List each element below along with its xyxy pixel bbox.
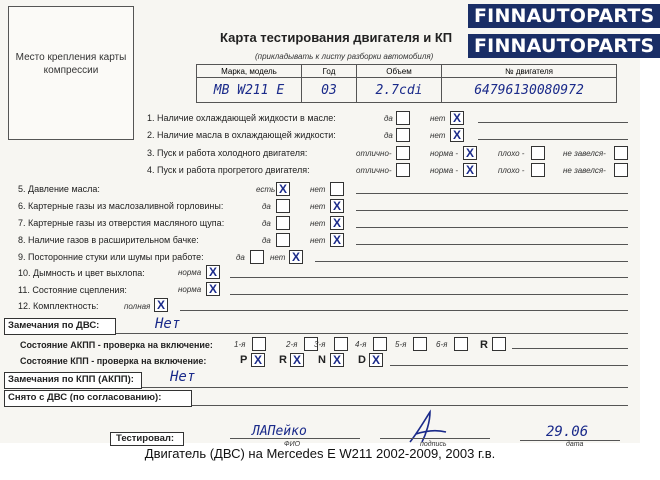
q11-norm-label: норма (178, 285, 202, 294)
q4-notstart-label: не завелся- (563, 166, 606, 175)
vehicle-table (196, 64, 617, 103)
q10-label: 10. Дымность и цвет выхлопа: (18, 268, 145, 278)
form-title: Карта тестирования двигателя и КП (220, 30, 453, 45)
q3-normal-label: норма - (430, 149, 459, 158)
akpp-gear-1-box[interactable] (252, 337, 266, 351)
q7-no-mark: X (332, 216, 341, 230)
q4-bad-box[interactable] (531, 163, 545, 177)
akpp-gear-5-box[interactable] (413, 337, 427, 351)
q2-line (478, 139, 628, 140)
q4-normal-label: норма - (430, 166, 459, 175)
kpp-remarks-line (142, 387, 628, 388)
q11-label: 11. Состояние сцепления: (18, 285, 127, 295)
tested-date-value: 29.06 (546, 424, 589, 440)
kpp-remarks-label: Замечания по КПП (АКПП): (8, 374, 134, 385)
removed-line (192, 405, 628, 406)
val-year: 03 (302, 78, 357, 103)
q3-label: 3. Пуск и работа холодного двигателя: (147, 148, 308, 158)
q4-notstart-box[interactable] (614, 163, 628, 177)
q4-bad-label: плохо - (498, 166, 525, 175)
q1-line (478, 122, 628, 123)
watermark-logo-2: FINNAUTOPARTS (468, 34, 660, 58)
akpp-gear-r: R (480, 339, 488, 351)
kpp-remarks-value: Нет (170, 369, 196, 385)
kpp-gear-r-mark: X (292, 353, 301, 367)
q5-present-mark: X (278, 182, 287, 196)
tested-date-label: дата (566, 441, 584, 448)
q1-no-mark: X (452, 111, 461, 125)
akpp-gear-3-box[interactable] (334, 337, 348, 351)
q2-label: 2. Наличие масла в охлаждающей жидкости: (147, 130, 336, 140)
mount-box-label: Место крепления карты компрессии (15, 52, 127, 76)
q9-line (315, 261, 628, 262)
kpp-line (390, 365, 628, 366)
q3-excellent-box[interactable] (396, 146, 410, 160)
q12-line (180, 310, 628, 311)
q4-excellent-label: отлично- (356, 166, 392, 175)
akpp-gear-2: 2-я (286, 340, 298, 349)
q8-no-label: нет (310, 236, 326, 245)
engine-remarks-label: Замечания по ДВС: (8, 320, 100, 331)
q1-label: 1. Наличие охлаждающей жидкости в масле: (147, 113, 336, 123)
akpp-gear-1: 1-я (234, 340, 246, 349)
q9-yes-label: да (236, 253, 245, 262)
q4-normal-mark: X (465, 163, 474, 177)
col-year: Год (302, 65, 357, 78)
q12-full-label: полная (124, 302, 151, 311)
q9-no-mark: X (291, 250, 300, 264)
kpp-label: Состояние КПП - проверка на включение: (20, 356, 207, 366)
q5-line (356, 193, 628, 194)
q7-no-label: нет (310, 219, 326, 228)
col-model: Марка, модель (197, 65, 302, 78)
q3-bad-label: плохо - (498, 149, 525, 158)
akpp-label: Состояние АКПП - проверка на включение: (20, 340, 213, 350)
val-engine: 64796130080972 (442, 78, 617, 103)
q5-present-label: есть (256, 185, 276, 194)
kpp-gear-r: R (279, 354, 287, 366)
tested-sign-label: подпись (420, 441, 447, 448)
akpp-gear-4-box[interactable] (373, 337, 387, 351)
akpp-gear-6: 6-я (436, 340, 448, 349)
q8-yes-label: да (262, 236, 271, 245)
akpp-gear-r-box[interactable] (492, 337, 506, 351)
q5-label: 5. Давление масла: (18, 184, 100, 194)
q10-norm-mark: X (208, 265, 217, 279)
q11-line (230, 294, 628, 295)
col-engine: № двигателя (442, 65, 617, 78)
q1-no-label: нет (430, 114, 446, 123)
q3-notstart-label: не завелся- (563, 149, 606, 158)
tested-fio-line (230, 438, 360, 439)
q6-label: 6. Картерные газы из маслозаливной горловины: (18, 201, 224, 211)
val-model: MB W211 E (197, 78, 302, 103)
engine-remarks-value: Нет (155, 316, 181, 332)
page-caption: Двигатель (ДВС) на Mercedes E W211 2002-2009, 2003 г.в. (144, 446, 496, 461)
kpp-gear-d-mark: X (371, 353, 380, 367)
q6-no-label: нет (310, 202, 326, 211)
q2-no-label: нет (430, 131, 446, 140)
q5-no-box[interactable] (330, 182, 344, 196)
akpp-line (512, 348, 628, 349)
kpp-gear-n-mark: X (332, 353, 341, 367)
q3-notstart-box[interactable] (614, 146, 628, 160)
kpp-gear-p: P (240, 354, 248, 366)
watermark-logo-1: FINNAUTOPARTS (468, 4, 660, 28)
q11-norm-mark: X (208, 282, 217, 296)
q9-no-label: нет (270, 253, 286, 262)
col-volume: Объем (357, 65, 442, 78)
q8-yes-box[interactable] (276, 233, 290, 247)
q4-excellent-box[interactable] (396, 163, 410, 177)
tested-label: Тестировал: (116, 433, 175, 444)
q3-normal-mark: X (465, 146, 474, 160)
kpp-gear-p-mark: X (253, 353, 262, 367)
q9-label: 9. Посторонние стуки или шумы при работе: (18, 252, 204, 262)
akpp-gear-5: 5-я (395, 340, 407, 349)
kpp-gear-n: N (318, 354, 326, 366)
val-volume: 2.7cdi (357, 78, 442, 103)
q12-label: 12. Комплектность: (18, 301, 99, 311)
kpp-gear-d: D (358, 354, 366, 366)
q1-yes-label: да (384, 114, 393, 123)
q1-yes-box[interactable] (396, 111, 410, 125)
q8-line (356, 244, 628, 245)
mount-box (8, 6, 134, 140)
tested-fio-label: ФИО (284, 441, 301, 448)
q7-label: 7. Картерные газы из отверстия масляного щупа: (18, 218, 225, 228)
q10-line (230, 277, 628, 278)
q12-full-mark: X (156, 298, 165, 312)
q8-no-mark: X (332, 233, 341, 247)
q9-yes-box[interactable] (250, 250, 264, 264)
q2-no-mark: X (452, 128, 461, 142)
q6-yes-label: да (262, 202, 271, 211)
q2-yes-box[interactable] (396, 128, 410, 142)
q6-yes-box[interactable] (276, 199, 290, 213)
tested-fio-value: ЛАПейко (252, 424, 307, 439)
akpp-gear-4: 4-я (355, 340, 367, 349)
akpp-gear-6-box[interactable] (454, 337, 468, 351)
q7-yes-label: да (262, 219, 271, 228)
q8-label: 8. Наличие газов в расширительном бачке: (18, 235, 199, 245)
q10-norm-label: норма (178, 268, 202, 277)
q3-bad-box[interactable] (531, 146, 545, 160)
removed-label: Снято с ДВС (по согласованию): (8, 392, 162, 403)
form-subtitle: (прикладывать к листу разборки автомобиля) (255, 52, 434, 61)
q7-yes-box[interactable] (276, 216, 290, 230)
q6-no-mark: X (332, 199, 341, 213)
tested-sign-line (380, 438, 490, 439)
akpp-gear-3: 3-я (314, 340, 326, 349)
q6-line (356, 210, 628, 211)
q2-yes-label: да (384, 131, 393, 140)
q3-excellent-label: отлично- (356, 149, 392, 158)
q7-line (356, 227, 628, 228)
q4-label: 4. Пуск и работа прогретого двигателя: (147, 165, 310, 175)
engine-remarks-line (116, 333, 628, 334)
q5-no-label: нет (310, 185, 326, 194)
